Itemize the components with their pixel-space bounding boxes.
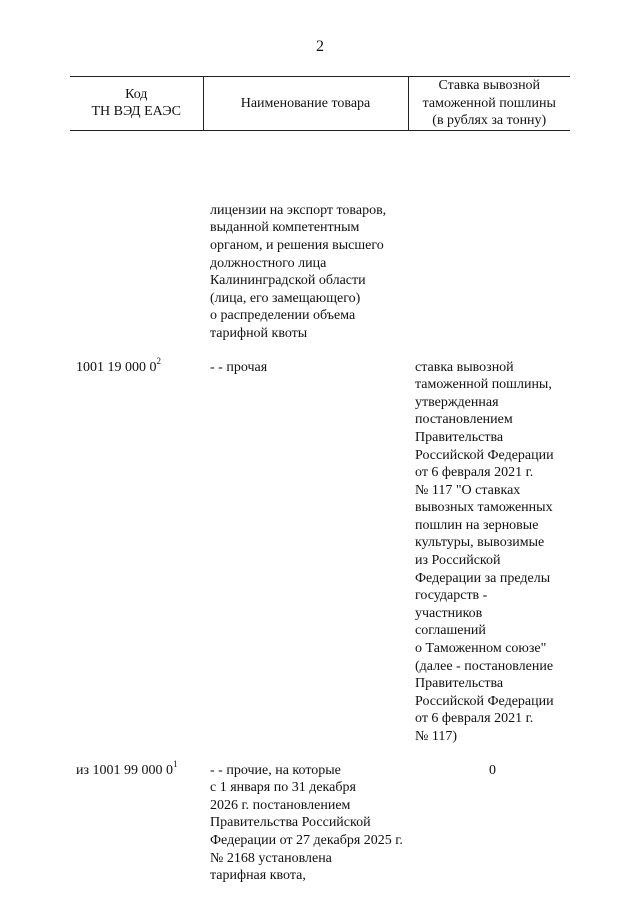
name-line: должностного лица	[210, 255, 327, 271]
header-code-line: ТН ВЭД ЕАЭС	[91, 104, 181, 120]
name-line: Калининградской области	[210, 273, 366, 289]
name-line: № 2168 установлена	[210, 850, 332, 866]
rate-line: Федерации за пределы	[415, 570, 551, 586]
rate-line: участников	[415, 605, 483, 621]
table-header	[70, 77, 570, 131]
name-line: Правительства Российской	[210, 815, 371, 831]
rate-line: № 117 "О ставках	[415, 482, 521, 498]
name-line: 2026 г. постановлением	[210, 797, 351, 813]
rate-line: из Российской	[415, 553, 501, 569]
code-value: из 1001 99 000 0	[76, 762, 174, 778]
rate-line: постановлением	[415, 412, 513, 428]
name-line: о распределении объема	[210, 308, 356, 324]
rate-line: Российской Федерации	[415, 693, 554, 709]
rate-cell	[408, 130, 570, 342]
name-line: тарифная квота,	[210, 868, 306, 884]
rate-line: утвержденная	[415, 394, 499, 410]
rate-line: пошлин на зерновые	[415, 517, 539, 533]
rate-value: 0	[489, 762, 496, 778]
footnote-marker: 1	[173, 758, 178, 769]
name-line: Федерации от 27 декабря 2025 г.	[210, 832, 403, 848]
name-line: с 1 января по 31 декабря	[210, 780, 356, 796]
code-cell	[70, 130, 203, 342]
header-rate	[408, 77, 570, 131]
rate-line: (далее - постановление	[415, 658, 554, 674]
table-row	[70, 130, 570, 342]
table-row	[70, 343, 570, 746]
name-line: органом, и решения высшего	[210, 237, 384, 253]
header-code	[70, 77, 203, 131]
rate-line: соглашений	[415, 623, 486, 639]
name-cell	[203, 130, 408, 342]
header-name-line: Наименование товара	[240, 95, 371, 111]
header-code-line: Код	[125, 86, 148, 102]
rate-line: Правительства	[415, 429, 504, 445]
rate-cell	[408, 343, 570, 746]
rate-line: от 6 февраля 2021 г.	[415, 711, 534, 727]
rate-line: таможенной пошлины,	[415, 377, 552, 393]
code-value: 1001 19 000 0	[76, 359, 157, 375]
customs-duty-table	[70, 76, 570, 885]
rate-line: от 6 февраля 2021 г.	[415, 465, 534, 481]
rate-line: культуры, вывозимые	[415, 535, 545, 551]
rate-cell	[408, 746, 570, 885]
header-rate-line: таможенной пошлины	[422, 95, 556, 111]
rate-line: Российской Федерации	[415, 447, 554, 463]
code-cell	[70, 343, 203, 746]
page-number: 2	[316, 38, 324, 55]
rate-line: ставка вывозной	[415, 359, 514, 375]
table-row	[70, 746, 570, 885]
rate-line: государств -	[415, 588, 488, 604]
rate-line: о Таможенном союзе"	[415, 641, 547, 657]
footnote-marker: 2	[156, 355, 161, 366]
name-line: (лица, его замещающего)	[210, 290, 361, 306]
rate-line: Правительства	[415, 676, 504, 692]
name-cell	[203, 746, 408, 885]
name-line: лицензии на экспорт товаров,	[210, 202, 387, 218]
header-rate-line: (в рублях за тонну)	[432, 113, 547, 129]
name-line: - - прочие, на которые	[210, 762, 341, 778]
name-line: выданной компетентным	[210, 220, 360, 236]
header-rate-line: Ставка вывозной	[438, 78, 541, 93]
header-name	[203, 77, 408, 131]
rate-line: № 117)	[415, 729, 457, 744]
name-line: - - прочая	[210, 359, 268, 375]
code-cell	[70, 746, 203, 885]
rate-line: вывозных таможенных	[415, 500, 553, 516]
name-line: тарифной квоты	[210, 325, 308, 341]
name-cell	[203, 343, 408, 746]
